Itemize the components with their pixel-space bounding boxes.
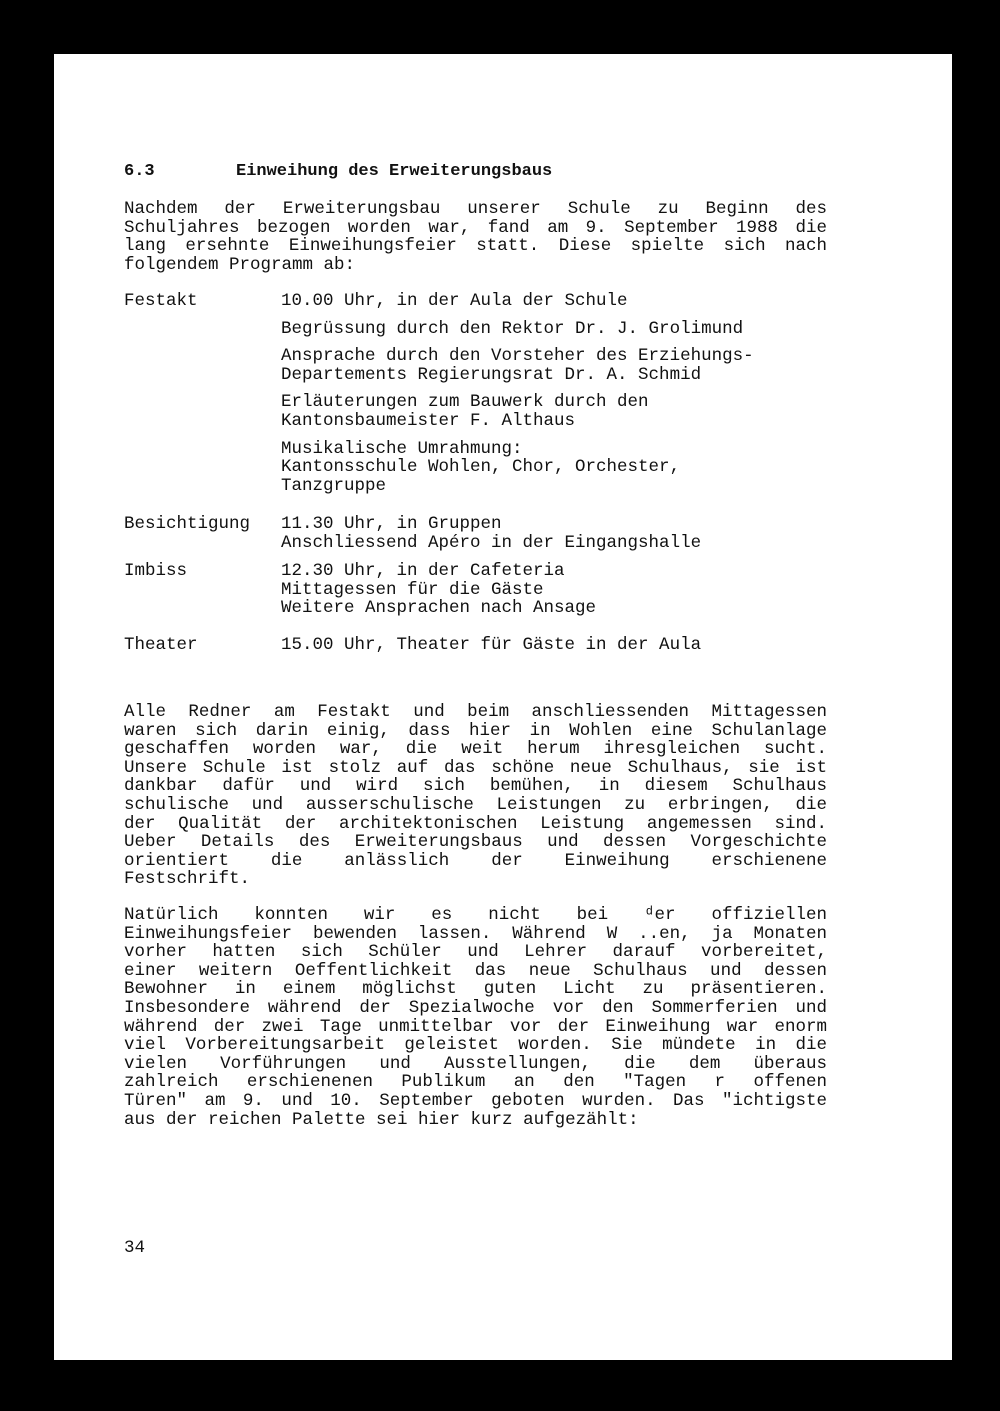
program-detail-block (281, 562, 841, 618)
text-line: schulische und ausserschulische Leistungen zu erbringen, die (124, 794, 827, 815)
text-line: 15.00 Uhr, Theater für Gäste in der Aula (281, 635, 702, 655)
text-line: zahlreich erschienenen Publikum an den "Tagen r offenen (124, 1072, 827, 1093)
text-line: orientiert die anlässlich der Einweihung erschienene (124, 850, 827, 871)
text-line: Bewohner in einem möglichst guten Licht zu präsentieren. (124, 979, 827, 1000)
program-details (281, 292, 841, 504)
program-detail-block (281, 347, 841, 384)
program-label: Festakt (124, 291, 198, 311)
text-line: Insbesondere während der Spezialwoche vor den Sommerferien und (124, 997, 827, 1018)
text-line: vielen Vorführungen und Ausstellungen, die dem überaus (124, 1053, 827, 1074)
text-line: geschaffen worden war, die weit herum ihresgleichen sucht. (124, 739, 827, 760)
text-line: der Qualität der architektonischen Leistung angemessen sind. (124, 813, 827, 834)
text-line: Unsere Schule ist stolz auf das schöne neue Schulhaus, sie ist (124, 757, 827, 778)
program-detail-block (281, 292, 841, 311)
text-line: Nachdem der Erweiterungsbau unserer Schule zu Beginn des (124, 199, 827, 219)
text-line: Alle Redner am Festakt und beim anschliessenden Mittagessen (124, 702, 827, 722)
text-line: Begrüssung durch den Rektor Dr. J. Grolimund (281, 318, 744, 339)
section-title: Einweihung des Erweiterungsbaus (236, 162, 553, 181)
program-details (281, 562, 841, 627)
text-line: Anschliessend Apéro in der Eingangshalle (281, 532, 702, 553)
text-line: Natürlich konnten wir es nicht bei ᵈer offiziellen (124, 905, 827, 925)
text-line: 10.00 Uhr, in der Aula der Schule (281, 291, 628, 311)
intro-paragraph (124, 200, 827, 274)
text-line: Kantonsschule Wohlen, Chor, Orchester, (281, 457, 681, 478)
text-line: dankbar dafür und wird sich bemühen, in diesem Schulhaus (124, 776, 827, 797)
program-details (281, 515, 841, 561)
text-line: Schuljahres bezogen worden war, fand am 9. September 1988 die (124, 217, 827, 238)
text-line: einer weitern Oeffentlichkeit das neue Schulhaus und dessen (124, 960, 827, 981)
text-line: Musikalische Umrahmung: (281, 438, 523, 459)
text-line: folgendem Programm ab: (124, 254, 356, 275)
text-line: Erläuterungen zum Bauwerk durch den (281, 392, 649, 413)
paragraph-speeches (124, 703, 827, 889)
text-line: 12.30 Uhr, in der Cafeteria (281, 561, 565, 581)
program-detail-block (281, 393, 841, 430)
program-detail-block (281, 440, 841, 496)
section-heading (124, 162, 552, 181)
section-number: 6.3 (124, 162, 155, 181)
text-line: Ansprache durch den Vorsteher des Erziehungs- (281, 346, 754, 367)
text-line: Weitere Ansprachen nach Ansage (281, 598, 597, 619)
page-number: 34 (124, 1238, 146, 1258)
text-line: Ueber Details des Erweiterungsbaus und dessen Vorgeschichte (124, 832, 827, 853)
program-detail-block (281, 320, 841, 339)
text-line: während der zwei Tage unmittelbar vor der Einweihung war enorm (124, 1016, 827, 1037)
text-line: Mittagessen für die Gäste (281, 579, 544, 600)
text-line: waren sich darin einig, dass hier in Wohlen eine Schulanlage (124, 720, 827, 741)
program-label: Imbiss (124, 561, 188, 581)
paragraph-preparations (124, 906, 827, 1129)
text-line: Türen" am 9. und 10. September geboten wurden. Das "ichtigste (124, 1090, 827, 1111)
text-line: aus der reichen Palette sei hier kurz aufgezählt: (124, 1109, 639, 1130)
program-label: Besichtigung (124, 514, 251, 534)
text-line: 11.30 Uhr, in Gruppen (281, 514, 502, 534)
text-line: vorher hatten sich Schüler und Lehrer darauf vorbereitet, (124, 942, 827, 963)
program-label: Theater (124, 635, 198, 655)
text-line: Kantonsbaumeister F. Althaus (281, 410, 576, 431)
program-details (281, 636, 841, 664)
program-detail-block (281, 636, 841, 655)
text-line: Festschrift. (124, 869, 251, 890)
program-detail-block (281, 515, 841, 552)
text-line: Einweihungsfeier bewenden lassen. Während W ..en, ja Monaten (124, 923, 827, 944)
document-page (54, 54, 952, 1360)
text-line: lang ersehnte Einweihungsfeier statt. Diese spielte sich nach (124, 236, 827, 257)
text-line: viel Vorbereitungsarbeit geleistet worden. Sie mündete in die (124, 1035, 827, 1056)
text-line: Tanzgruppe (281, 475, 387, 496)
text-line: Departements Regierungsrat Dr. A. Schmid (281, 364, 702, 385)
